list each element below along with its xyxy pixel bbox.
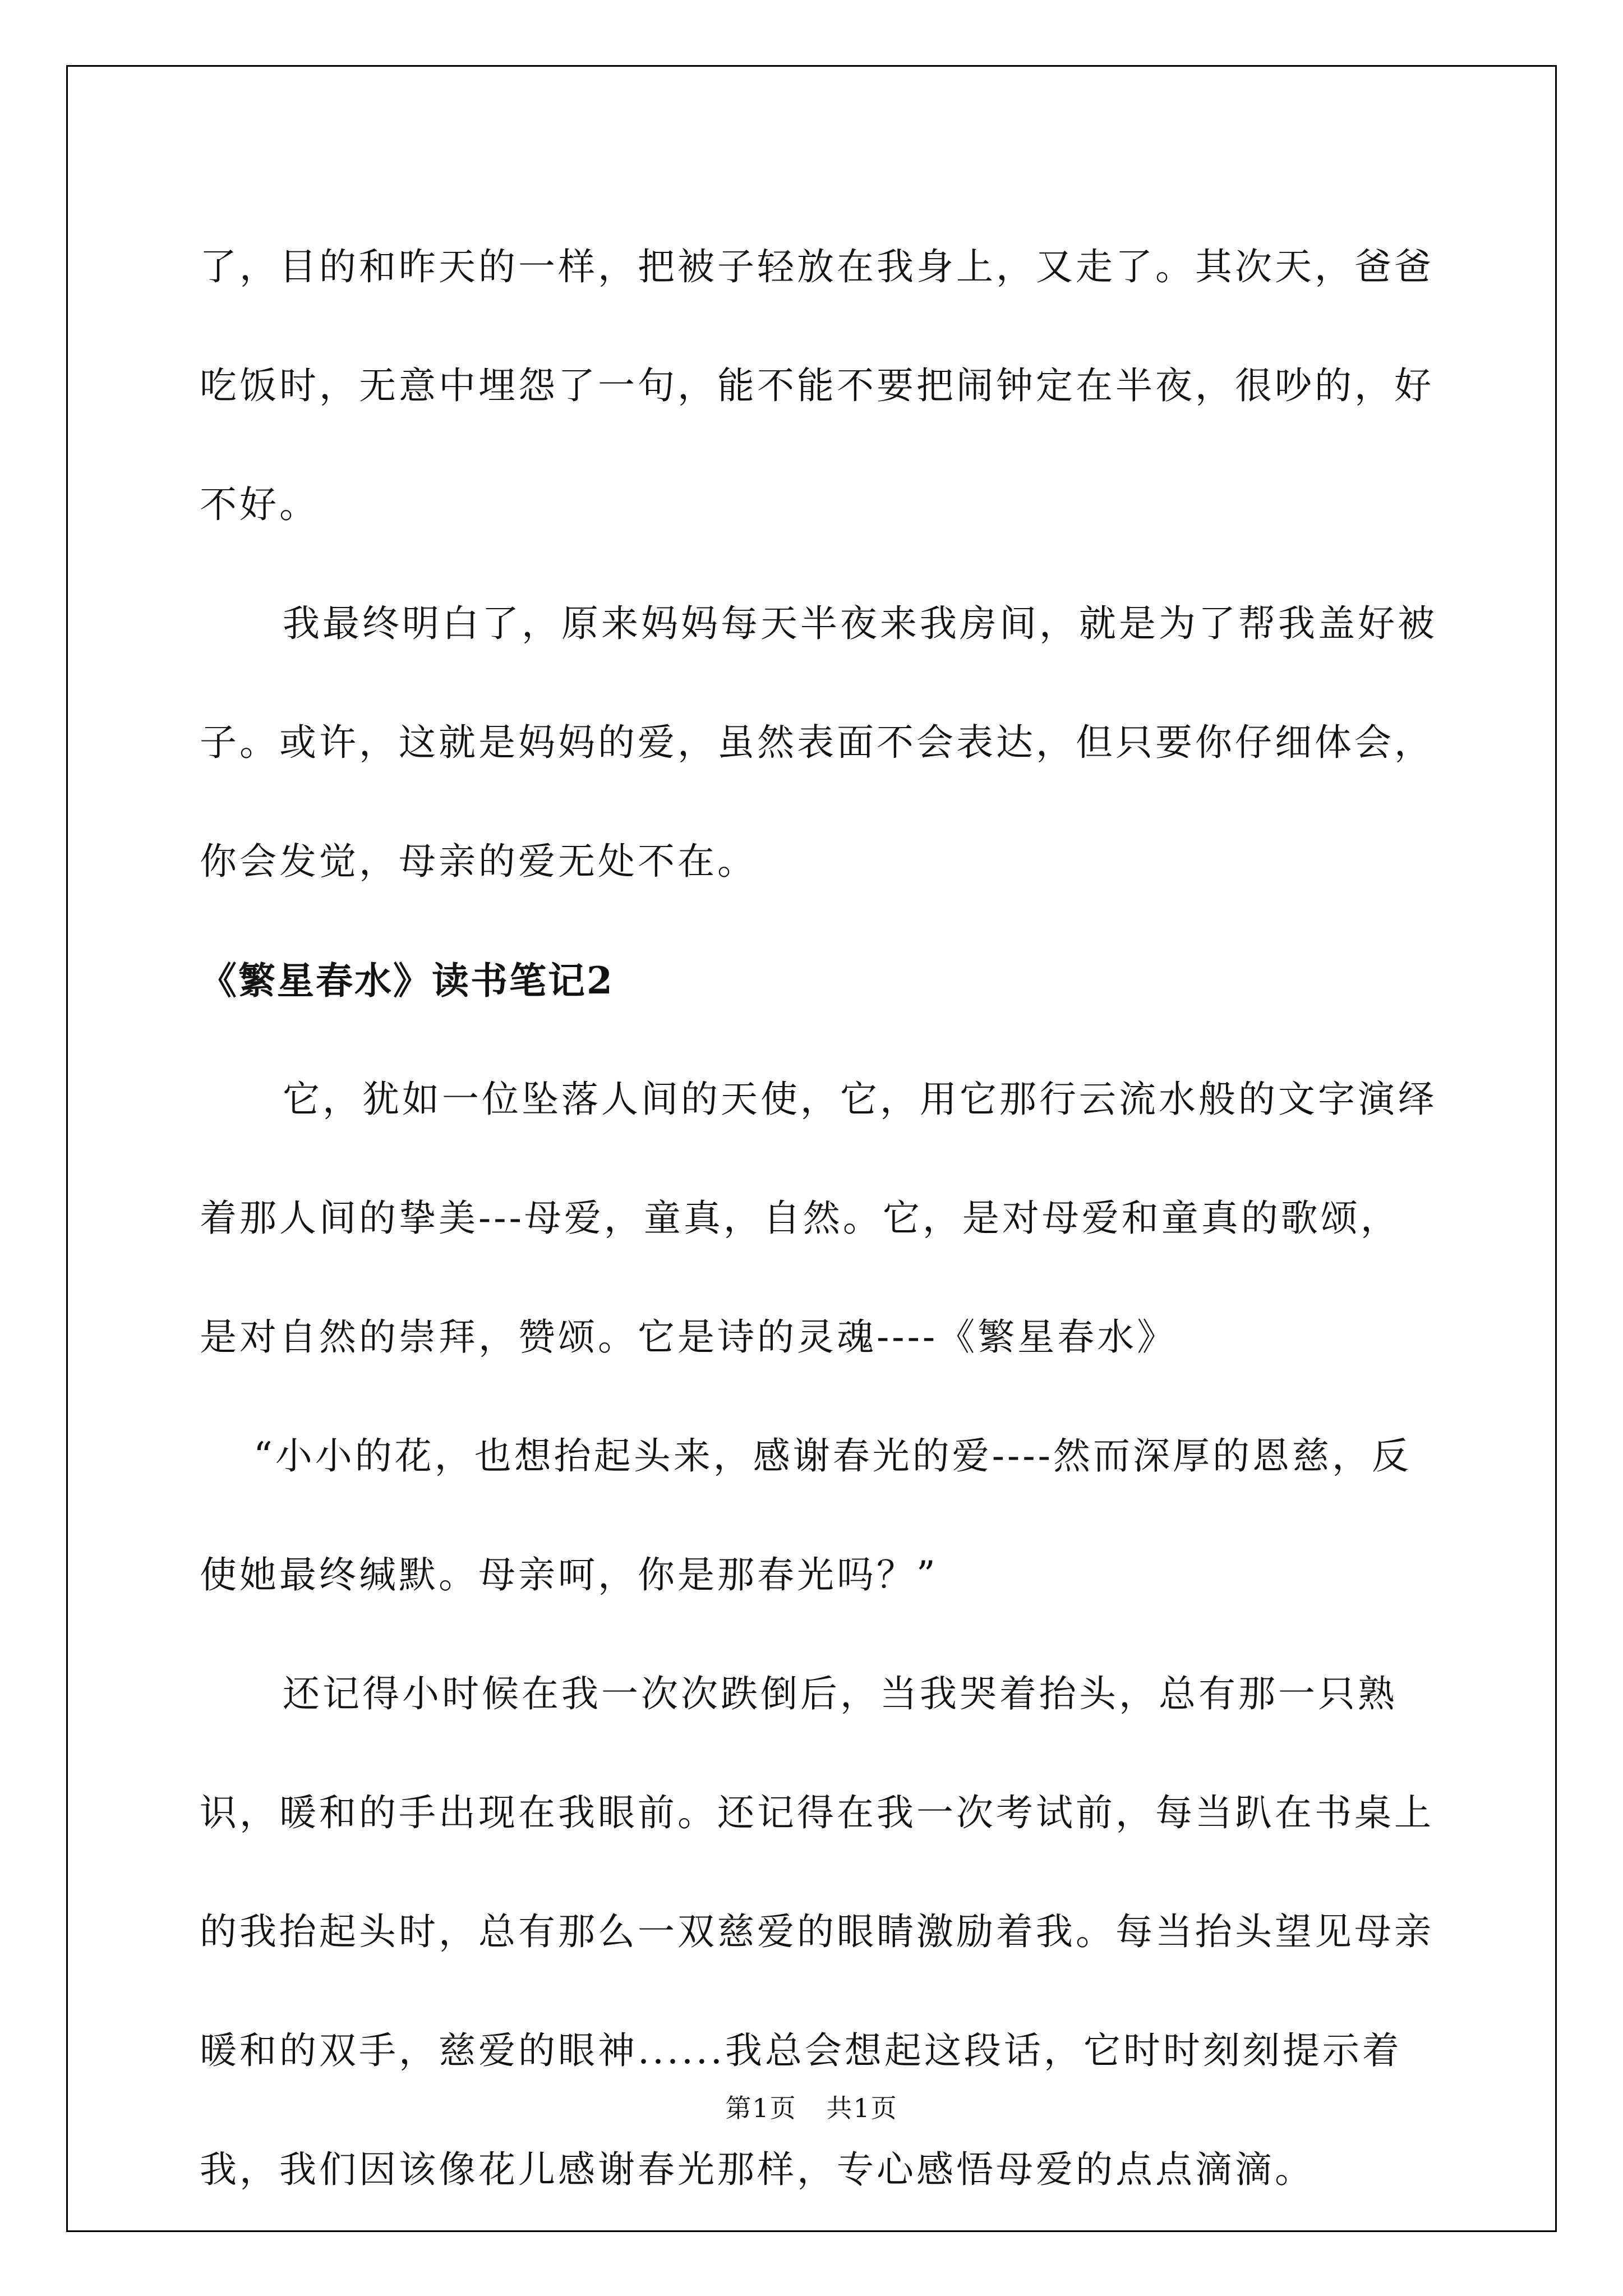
paragraph: 我最终明白了，原来妈妈每天半夜来我房间，就是为了帮我盖好被子。或许，这就是妈妈的爱，虽然表面不会表达，但只要你仔细体会，你会发觉，母亲的爱无处不在。 (200, 602, 1437, 883)
paragraph: 它，犹如一位坠落人间的天使，它，用它那行云流水般的文字演绎着那人间的挚美---母爱，童真，自然。它，是对母爱和童真的歌颂，是对自然的崇拜，赞颂。它是诗的灵魂----《繁星春水》 (200, 1078, 1437, 1359)
quote-paragraph: “小小的花，也想抬起头来，感谢春光的爱----然而深厚的恩慈，反使她最终缄默。母亲呵，你是那春光吗？” (200, 1434, 1412, 1596)
page-number: 第1页 (725, 2093, 797, 2123)
paragraph: 还记得小时候在我一次次跌倒后，当我哭着抬头，总有那一只熟识，暖和的手出现在我眼前。还记得在我一次考试前，每当趴在书桌上的我抬起头时，总有那么一双慈爱的眼睛激励着我。每当抬头望见母亲暖和的双手，慈爱的眼神......我总会想起这段话，它时时刻刻提示着我，我们因该像花儿感谢春光那样，专心感悟母爱的点点滴滴。 (200, 1672, 1434, 2191)
paragraph-continuation: 了，目的和昨天的一样，把被子轻放在我身上，又走了。其次天，爸爸吃饭时，无意中埋怨了一句，能不能不要把闹钟定在半夜，很吵的，好不好。 (200, 245, 1434, 526)
page-total: 共1页 (826, 2093, 898, 2123)
section-heading: 《繁星春水》读书笔记2 (200, 959, 614, 1002)
document-body (200, 208, 1439, 2229)
page-footer (0, 2088, 1623, 2125)
